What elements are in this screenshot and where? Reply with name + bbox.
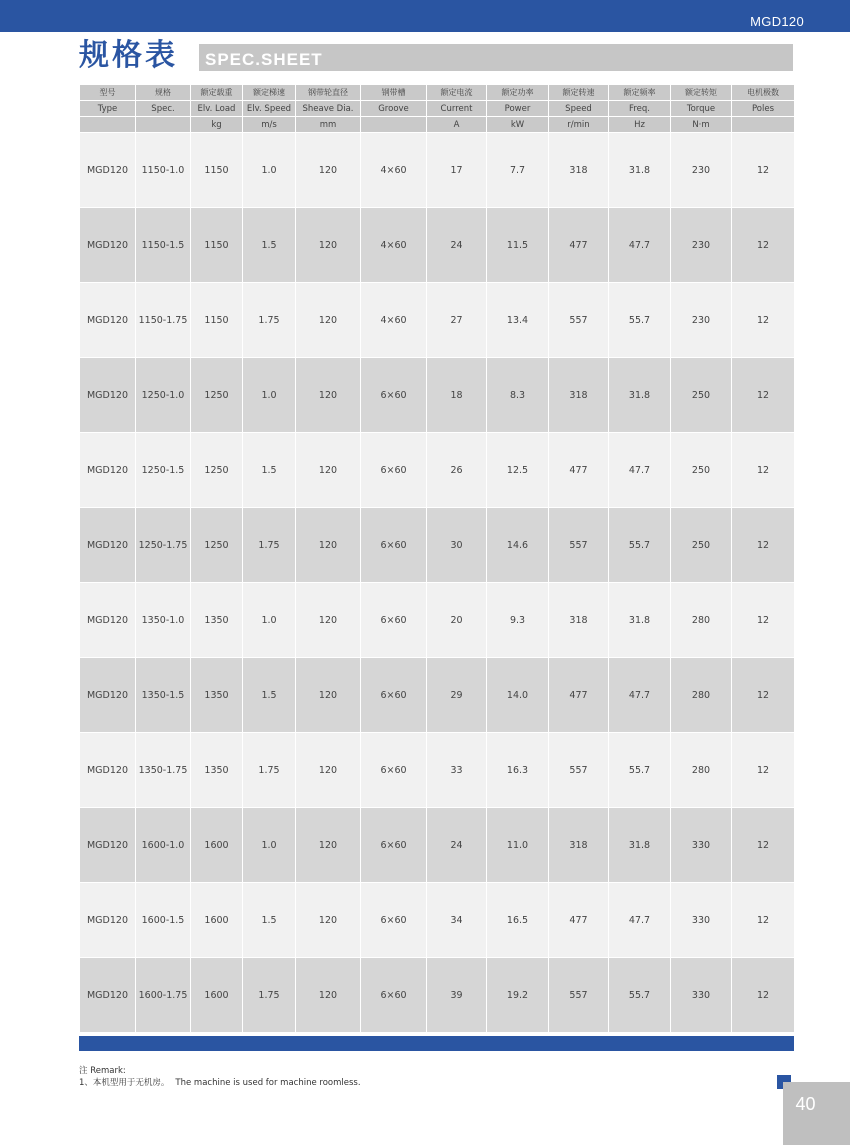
table-cell: 12 [732,508,795,583]
table-cell: 39 [427,958,487,1033]
table-cell: 1.75 [243,508,296,583]
table-cell: 120 [296,658,361,733]
table-cell: 19.2 [487,958,549,1033]
table-cell: 120 [296,133,361,208]
table-cell: 55.7 [609,508,671,583]
table-cell: 6×60 [361,733,427,808]
table-cell: MGD120 [80,208,136,283]
header-row-en-cell: Poles [732,101,795,117]
table-cell: 230 [671,283,732,358]
table-cell: 120 [296,208,361,283]
table-cell: 14.6 [487,508,549,583]
spec-table-body [80,85,795,1033]
table-cell: 16.3 [487,733,549,808]
table-cell: 24 [427,808,487,883]
header-row-cn-cell: 额定频率 [609,85,671,101]
table-cell: 12 [732,283,795,358]
table-cell: 120 [296,808,361,883]
table-cell: 6×60 [361,808,427,883]
model-tag: MGD120 [750,14,804,29]
table-cell: 1250 [191,508,243,583]
header-row-en-cell: Current [427,101,487,117]
table-cell: 1600 [191,808,243,883]
table-cell: 330 [671,883,732,958]
table-cell: 4×60 [361,283,427,358]
table-cell: 318 [549,808,609,883]
table-cell: 6×60 [361,358,427,433]
table-cell: 1350-1.5 [136,658,191,733]
table-cell: 6×60 [361,883,427,958]
header-row-units-cell [136,117,191,133]
table-row [80,508,795,583]
table-cell: 12 [732,733,795,808]
table-cell: 1.5 [243,208,296,283]
table-row [80,433,795,508]
header-row-cn-cell: 额定梯速 [243,85,296,101]
table-cell: 1350 [191,583,243,658]
table-cell: 12 [732,358,795,433]
table-row [80,358,795,433]
table-cell: 55.7 [609,733,671,808]
table-cell: 20 [427,583,487,658]
page-number: 40 [795,1094,816,1114]
table-cell: 6×60 [361,958,427,1033]
table-cell: 120 [296,358,361,433]
table-cell: 1150-1.0 [136,133,191,208]
table-cell: 9.3 [487,583,549,658]
table-cell: 12 [732,808,795,883]
table-cell: MGD120 [80,433,136,508]
table-row [80,658,795,733]
table-cell: 120 [296,433,361,508]
table-cell: 4×60 [361,208,427,283]
table-cell: 318 [549,133,609,208]
table-cell: 31.8 [609,808,671,883]
table-cell: 12 [732,583,795,658]
header-row-units-cell: r/min [549,117,609,133]
table-cell: 12 [732,883,795,958]
table-row [80,883,795,958]
table-row [80,583,795,658]
header-row-units-cell: Hz [609,117,671,133]
table-cell: 230 [671,208,732,283]
table-cell: 330 [671,808,732,883]
header-row-cn-cell: 额定电流 [427,85,487,101]
table-cell: 1250 [191,358,243,433]
table-cell: 1350 [191,733,243,808]
header-row-cn-cell: 电机极数 [732,85,795,101]
header-row-en-cell: Power [487,101,549,117]
header-row-units-cell: kW [487,117,549,133]
header-row-cn-cell: 钢带轮直径 [296,85,361,101]
table-cell: 12 [732,658,795,733]
table-cell: 1.5 [243,433,296,508]
table-cell: 31.8 [609,583,671,658]
table-cell: MGD120 [80,733,136,808]
table-cell: 120 [296,283,361,358]
table-cell: 12 [732,433,795,508]
table-cell: 55.7 [609,958,671,1033]
table-cell: 477 [549,883,609,958]
table-cell: 1600 [191,958,243,1033]
table-cell: 250 [671,358,732,433]
table-row [80,283,795,358]
table-cell: 18 [427,358,487,433]
table-cell: MGD120 [80,658,136,733]
header-row-en-cell: Groove [361,101,427,117]
table-cell: 6×60 [361,433,427,508]
header-row-units-cell [80,117,136,133]
table-cell: 1600-1.0 [136,808,191,883]
header-row-en-cell: Elv. Speed [243,101,296,117]
table-cell: MGD120 [80,958,136,1033]
table-cell: 1350-1.0 [136,583,191,658]
table-cell: 6×60 [361,583,427,658]
table-cell: 14.0 [487,658,549,733]
table-cell: 557 [549,958,609,1033]
table-cell: 12 [732,208,795,283]
table-cell: 16.5 [487,883,549,958]
table-cell: 31.8 [609,358,671,433]
table-cell: 1600-1.5 [136,883,191,958]
header-row-cn-cell: 额定功率 [487,85,549,101]
table-cell: 477 [549,208,609,283]
header-row-units-cell: mm [296,117,361,133]
table-cell: 12 [732,958,795,1033]
table-cell: 477 [549,658,609,733]
remark-text-en: The machine is used for machine roomless. [175,1078,361,1088]
table-cell: 280 [671,583,732,658]
header-row-cn-cell: 规格 [136,85,191,101]
table-row [80,808,795,883]
table-cell: 250 [671,433,732,508]
table-cell: 230 [671,133,732,208]
table-cell: 120 [296,883,361,958]
header-row-cn-cell: 型号 [80,85,136,101]
table-cell: MGD120 [80,133,136,208]
table-cell: 557 [549,733,609,808]
table-cell: 1150-1.75 [136,283,191,358]
table-cell: 1.0 [243,808,296,883]
table-cell: 1350 [191,658,243,733]
table-cell: 1150 [191,283,243,358]
table-cell: 24 [427,208,487,283]
table-cell: 34 [427,883,487,958]
table-cell: 30 [427,508,487,583]
table-cell: 7.7 [487,133,549,208]
table-cell: MGD120 [80,883,136,958]
header-row-en-cell: Spec. [136,101,191,117]
header-row-units-cell: kg [191,117,243,133]
header-row-cn-cell: 额定转矩 [671,85,732,101]
header-row-en-cell: Elv. Load [191,101,243,117]
table-cell: 11.0 [487,808,549,883]
header-row-en-cell: Speed [549,101,609,117]
table-cell: 1600 [191,883,243,958]
table-cell: 557 [549,283,609,358]
table-cell: 11.5 [487,208,549,283]
table-cell: 1600-1.75 [136,958,191,1033]
table-cell: 120 [296,733,361,808]
table-cell: 31.8 [609,133,671,208]
table-cell: 1250 [191,433,243,508]
header-row-en-cell: Freq. [609,101,671,117]
table-cell: 280 [671,733,732,808]
table-cell: 29 [427,658,487,733]
table-cell: 1.0 [243,358,296,433]
header-row-cn-cell: 钢带槽 [361,85,427,101]
header-row-en [80,101,795,117]
table-cell: MGD120 [80,358,136,433]
table-cell: 1250-1.5 [136,433,191,508]
table-cell: 26 [427,433,487,508]
table-cell: 1150 [191,133,243,208]
header-row-cn [80,85,795,101]
table-cell: 55.7 [609,283,671,358]
header-row-cn-cell: 额定载重 [191,85,243,101]
table-cell: MGD120 [80,583,136,658]
table-cell: 120 [296,958,361,1033]
table-cell: 1150 [191,208,243,283]
header-row-cn-cell: 额定转速 [549,85,609,101]
page-title-en: SPEC.SHEET [205,50,323,69]
table-cell: 6×60 [361,658,427,733]
table-cell: 33 [427,733,487,808]
table-cell: 12.5 [487,433,549,508]
table-cell: 1.75 [243,733,296,808]
table-row [80,958,795,1033]
table-cell: 13.4 [487,283,549,358]
table-cell: MGD120 [80,283,136,358]
table-cell: 17 [427,133,487,208]
table-cell: 1250-1.75 [136,508,191,583]
table-cell: 330 [671,958,732,1033]
spec-table [79,84,795,1033]
table-cell: 47.7 [609,658,671,733]
table-cell: 318 [549,358,609,433]
table-cell: 318 [549,583,609,658]
table-cell: 1.0 [243,133,296,208]
table-cell: 1150-1.5 [136,208,191,283]
table-cell: 8.3 [487,358,549,433]
table-cell: 1250-1.0 [136,358,191,433]
table-cell: 1.75 [243,283,296,358]
top-banner [0,0,850,32]
header-row-units-cell: N·m [671,117,732,133]
table-cell: 250 [671,508,732,583]
table-cell: 477 [549,433,609,508]
table-cell: MGD120 [80,508,136,583]
header-row-en-cell: Type [80,101,136,117]
table-cell: 557 [549,508,609,583]
table-cell: 120 [296,583,361,658]
table-cell: 120 [296,508,361,583]
table-cell: 47.7 [609,433,671,508]
page-title-cn: 规格表 [79,38,178,73]
table-cell: 280 [671,658,732,733]
table-cell: 12 [732,133,795,208]
header-row-units-cell [361,117,427,133]
table-cell: 1.5 [243,658,296,733]
table-cell: 1.75 [243,958,296,1033]
table-cell: MGD120 [80,808,136,883]
table-cell: 6×60 [361,508,427,583]
remark-line [79,1076,361,1088]
header-row-units [80,117,795,133]
header-row-units-cell [732,117,795,133]
table-row [80,133,795,208]
header-row-units-cell: A [427,117,487,133]
table-cell: 27 [427,283,487,358]
table-cell: 47.7 [609,883,671,958]
header-row-en-cell: Sheave Dia. [296,101,361,117]
remark-text-cn: 1、本机型用于无机房。 [79,1078,170,1088]
table-row [80,208,795,283]
table-cell: 1.5 [243,883,296,958]
table-footer-bar [79,1036,794,1051]
table-cell: 1.0 [243,583,296,658]
header-row-units-cell: m/s [243,117,296,133]
table-cell: 47.7 [609,208,671,283]
table-row [80,733,795,808]
header-row-en-cell: Torque [671,101,732,117]
table-cell: 1350-1.75 [136,733,191,808]
remark-title: 注 Remark: [79,1066,126,1076]
table-cell: 4×60 [361,133,427,208]
